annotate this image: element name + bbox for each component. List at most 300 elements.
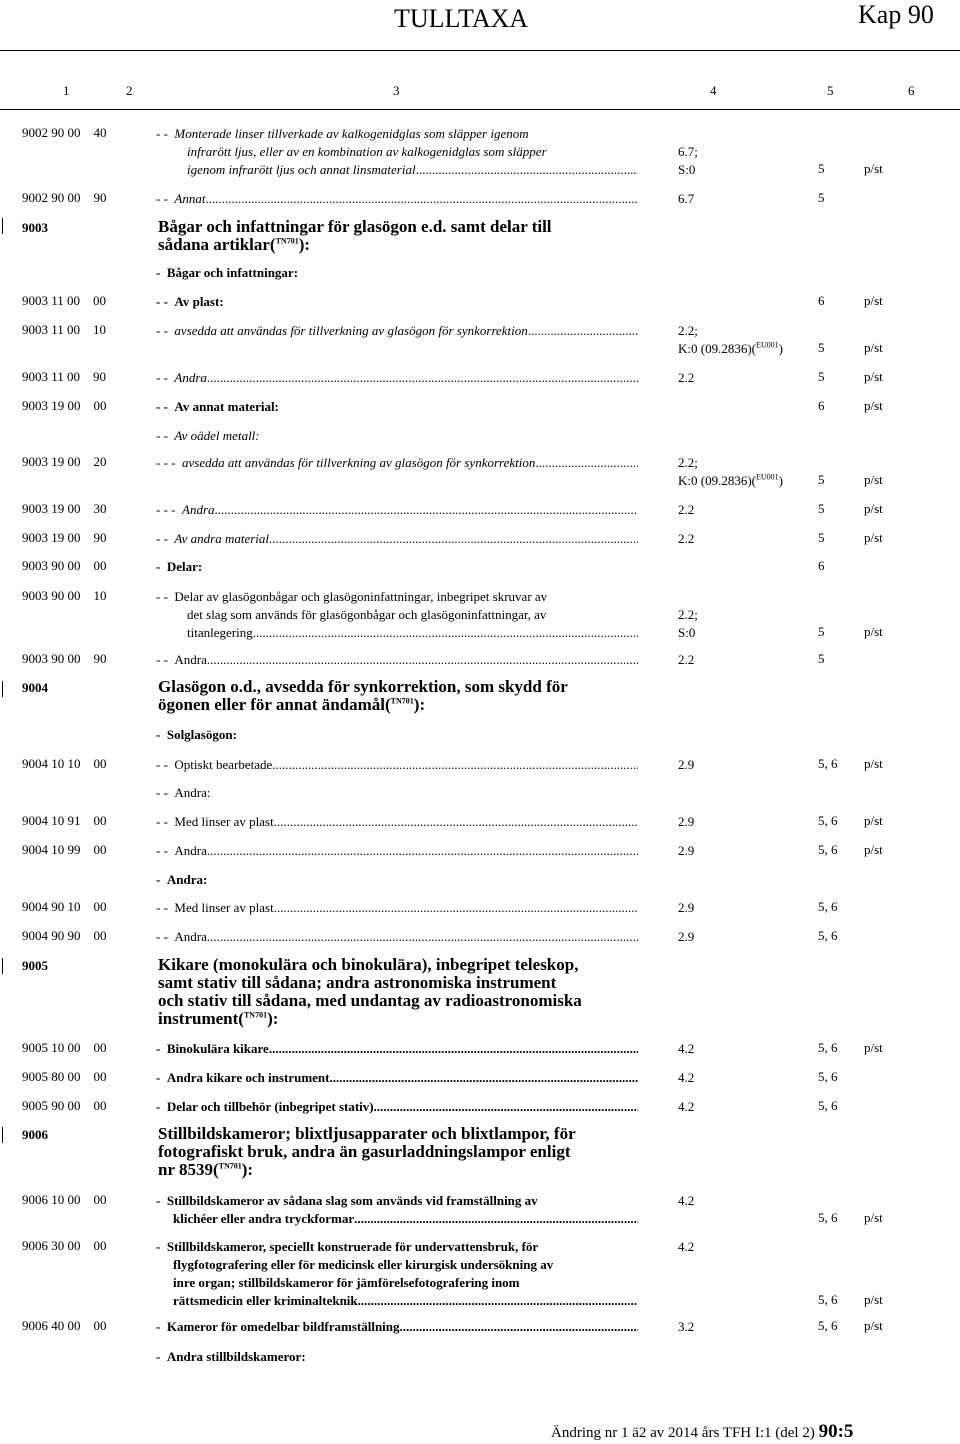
duty-reference-line: 4.2 (678, 1193, 695, 1208)
tariff-code: 9004 90 90 00 (22, 928, 107, 943)
dot-leader (528, 322, 638, 340)
duty-reference-line: 2.2; (678, 455, 698, 470)
description-text: - - Optiskt bearbetade (156, 757, 273, 772)
duty-reference-line: 4.2 (678, 1099, 695, 1114)
tariff-code: 9003 19 00 90 (22, 530, 107, 545)
footnote-ref: TN701 (390, 696, 414, 706)
change-marker (2, 1127, 3, 1143)
duty-reference-line: 2.2 (678, 502, 695, 517)
description-text (156, 1292, 358, 1310)
tariff-code: 9004 10 91 00 (22, 813, 107, 828)
duty-reference-line: 2.9 (678, 843, 695, 858)
description-text: - - Andra (156, 843, 207, 858)
tariff-code: 9003 19 00 20 (22, 454, 107, 469)
description-text-content: Andra (174, 929, 207, 944)
tariff-code: 9005 80 00 00 (22, 1069, 107, 1084)
description-line (156, 558, 638, 576)
description-text: - Solglasögon: (156, 727, 237, 742)
dot-leader (207, 651, 638, 669)
description (156, 427, 638, 445)
description (156, 1238, 638, 1310)
description-line (156, 1292, 638, 1310)
tariff-code: 9003 90 00 10 (22, 588, 107, 603)
description-text: - - Med linser av plast (156, 814, 274, 829)
description (156, 726, 638, 744)
duty-reference (678, 1192, 694, 1210)
unit-code: 5, 6 (818, 899, 838, 914)
description-text-content: Binokulära kikare (166, 1041, 269, 1056)
description (156, 369, 638, 387)
description (156, 784, 638, 802)
column-number-6: 6 (908, 83, 915, 98)
footnote-ref: EU001 (756, 472, 779, 482)
description-line (156, 1348, 638, 1366)
unit: p/st (864, 1292, 883, 1307)
unit: p/st (864, 161, 883, 176)
description-text-content: Med linser av plast (174, 814, 274, 829)
tariff-code: 9006 30 00 00 (22, 1238, 107, 1253)
duty-reference (678, 1069, 694, 1087)
description-text (156, 1256, 553, 1274)
description-text-content: Med linser av plast (174, 900, 274, 915)
unit: p/st (864, 756, 883, 771)
description-line (156, 322, 638, 340)
description-text: - - Andra (156, 652, 207, 667)
dot-leader (274, 813, 638, 831)
description-line (156, 1192, 638, 1210)
description-line (156, 1069, 638, 1087)
heading-line: Kikare (monokulära och binokulära), inbegripet teleskop, (158, 955, 579, 974)
tariff-code: 9003 11 00 90 (22, 369, 107, 384)
description-text (156, 606, 546, 624)
description-line (156, 899, 638, 917)
description-text-content: det slag som används för glasögonbågar och glasögoninfattningar, av (187, 607, 547, 622)
description (156, 1069, 638, 1087)
dot-leader (358, 1292, 638, 1310)
unit: p/st (864, 530, 883, 545)
unit: p/st (864, 1210, 883, 1225)
description-line (156, 161, 638, 179)
dot-leader (215, 501, 639, 519)
dot-leader (207, 928, 638, 946)
description-line (156, 1318, 638, 1336)
unit-code: 5, 6 (818, 1292, 838, 1307)
description-line (156, 756, 638, 774)
description-text-content: Andra kikare och instrument (166, 1070, 330, 1085)
description-text-content: Andra (174, 370, 207, 385)
heading-text (158, 678, 568, 714)
unit-code: 5, 6 (818, 1069, 838, 1084)
column-number-5: 5 (827, 83, 834, 98)
tariff-code: 9003 19 00 00 (22, 398, 107, 413)
unit: p/st (864, 501, 883, 516)
footnote-ref: TN701 (275, 236, 299, 246)
duty-reference (678, 899, 694, 917)
description-line (156, 398, 638, 416)
description-text-content: Delar och tillbehör (inbegripet stativ) (166, 1099, 374, 1114)
unit-code: 5, 6 (818, 813, 838, 828)
unit-code: 6 (818, 558, 825, 573)
description-line (156, 726, 638, 744)
duty-reference-line: 2.9 (678, 900, 695, 915)
heading-line: samt stativ till sådana; andra astronomiska instrument (158, 973, 557, 992)
heading-line: Bågar och infattningar för glasögon e.d. samt delar till (158, 217, 552, 236)
description-text-content: igenom infrarött ljus och annat linsmaterial (187, 162, 416, 177)
unit-code: 5 (818, 190, 825, 205)
description-text: - - Av plast: (156, 294, 224, 309)
unit-code: 5, 6 (818, 842, 838, 857)
description-line (156, 143, 638, 161)
unit-code: 5 (818, 530, 825, 545)
dot-leader (400, 1318, 638, 1336)
heading-line: sådana artiklar($^{TN701}$): (158, 235, 311, 254)
description-text: - Andra: (156, 872, 208, 887)
duty-reference (678, 756, 694, 774)
description (156, 398, 638, 416)
description-text (156, 161, 416, 179)
description (156, 558, 638, 576)
duty-reference (678, 1098, 694, 1116)
unit: p/st (864, 293, 883, 308)
change-marker (2, 218, 3, 234)
duty-reference-line: 2.2; (678, 607, 698, 622)
heading-line: nr 8539($^{TN701}$): (158, 1160, 254, 1179)
duty-reference-line: 2.2; (678, 323, 698, 338)
description (156, 842, 638, 860)
footer (551, 1421, 853, 1443)
description-text-content: Kameror för omedelbar bildframställning (166, 1319, 400, 1334)
duty-reference (678, 813, 694, 831)
description-text-content: titanlegering (187, 625, 253, 640)
description-text: - Stillbildskameror, speciellt konstruerade för undervattensbruk, för (156, 1239, 539, 1254)
duty-reference (678, 190, 694, 208)
description-line (156, 651, 638, 669)
unit: p/st (864, 624, 883, 639)
duty-reference-line: 2.9 (678, 757, 695, 772)
description-text: - - Andra: (156, 785, 211, 800)
duty-reference (678, 928, 694, 946)
tariff-code: 9003 11 00 00 (22, 293, 107, 308)
description-text (156, 1210, 354, 1228)
description (156, 588, 638, 642)
description (156, 756, 638, 774)
description-line (156, 1098, 638, 1116)
header-rule-bottom (0, 109, 960, 110)
description-text-content: flygfotografering eller för medicinsk eller kirurgisk undersökning av (173, 1257, 554, 1272)
description-text-content: avsedda att användas för tillverkning av glasögon för synkorrektion (174, 323, 528, 338)
description-text-content: inre organ; stillbildskameror för jämförelsefotografering inom (173, 1275, 520, 1290)
duty-reference (678, 1040, 694, 1058)
description-text: - - Delar av glasögonbågar och glasögoninfattningar, inbegripet skruvar av (156, 589, 548, 604)
description-text-content: Andra (182, 502, 215, 517)
heading-text (158, 1125, 576, 1179)
duty-reference (678, 530, 694, 548)
duty-reference-line: 2.2 (678, 370, 695, 385)
description-text: - Andra stillbildskameror: (156, 1349, 306, 1364)
duty-reference-line: 4.2 (678, 1070, 695, 1085)
description (156, 1348, 638, 1366)
dot-leader (374, 1098, 638, 1116)
unit-code: 5 (818, 369, 825, 384)
description-text: - Andra kikare och instrument (156, 1070, 330, 1085)
unit-code: 5, 6 (818, 1098, 838, 1113)
duty-reference-line: 6.7 (678, 191, 695, 206)
dot-leader (253, 624, 638, 642)
change-marker (2, 681, 3, 697)
tariff-code: 9003 11 00 10 (22, 322, 107, 337)
description-text: - - avsedda att användas för tillverkning av glasögon för synkorrektion (156, 323, 528, 338)
unit-code: 5, 6 (818, 756, 838, 771)
duty-reference-line: 2.9 (678, 929, 695, 944)
description (156, 1040, 638, 1058)
description-text-content: Optiskt bearbetade (174, 757, 273, 772)
duty-reference-line: K:0 (09.2836)($^{EU001}$) (678, 472, 784, 488)
unit-code: 5 (818, 651, 825, 666)
unit-code: 5, 6 (818, 928, 838, 943)
description-text-content: Stillbildskameror, speciellt konstruerade för undervattensbruk, för (166, 1239, 539, 1254)
description (156, 1318, 638, 1336)
heading-code: 9004 (22, 680, 48, 695)
description-text: - Delar och tillbehör (inbegripet stativ) (156, 1099, 374, 1114)
heading-code: 9005 (22, 958, 48, 973)
description-text: - Kameror för omedelbar bildframställning (156, 1319, 400, 1334)
unit: p/st (864, 813, 883, 828)
page-number: 90:5 (818, 1421, 854, 1442)
unit-code: 5, 6 (818, 1318, 838, 1333)
unit: p/st (864, 1040, 883, 1055)
unit-code: 5 (818, 340, 825, 355)
description-text: - - Andra (156, 370, 207, 385)
duty-reference-line: 4.2 (678, 1239, 695, 1254)
description-text: - Delar: (156, 559, 203, 574)
duty-reference-line: 2.2 (678, 531, 695, 546)
description-line (156, 784, 638, 802)
unit-code: 5 (818, 472, 825, 487)
description-line (156, 125, 638, 143)
tariff-code: 9003 19 00 30 (22, 501, 107, 516)
description-line (156, 606, 638, 624)
duty-reference-line: 4.2 (678, 1041, 695, 1056)
duty-reference-line: 6.7; (678, 144, 698, 159)
description-text-content: Andra (174, 652, 207, 667)
tariff-code: 9004 90 10 00 (22, 899, 107, 914)
document-title: TULLTAXA (394, 4, 529, 33)
heading-line: Glasögon o.d., avsedda för synkorrektion, som skydd för (158, 677, 568, 696)
description-text-content: Av annat material: (174, 399, 279, 414)
description-text-content: Av oädel metall: (174, 428, 260, 443)
description (156, 871, 638, 889)
duty-reference-line: S:0 (678, 162, 696, 177)
unit-code: 6 (818, 293, 825, 308)
description-line (156, 454, 638, 472)
description (156, 293, 638, 311)
tariff-code: 9006 10 00 00 (22, 1192, 107, 1207)
description-text-content: infrarött ljus, eller av en kombination av kalkogenidglas som släpper (187, 144, 547, 159)
dot-leader (207, 842, 638, 860)
tariff-code: 9006 40 00 00 (22, 1318, 107, 1333)
description-text-content: Andra (174, 843, 207, 858)
description (156, 813, 638, 831)
description-text: - - Av oädel metall: (156, 428, 260, 443)
tariff-code: 9003 90 00 00 (22, 558, 107, 573)
description (156, 899, 638, 917)
description-text-content: Andra stillbildskameror: (166, 1349, 306, 1364)
description-text-content: Delar av glasögonbågar och glasögoninfattningar, inbegripet skruvar av (174, 589, 548, 604)
description-line (156, 190, 638, 208)
heading-line: instrument($^{TN701}$): (158, 1009, 279, 1028)
dot-leader (272, 756, 638, 774)
heading-line: fotografiskt bruk, andra än gasurladdningslampor enligt (158, 1142, 571, 1161)
unit-code: 5 (818, 501, 825, 516)
description-line (156, 501, 638, 519)
description-line (156, 1274, 638, 1292)
description (156, 651, 638, 669)
description-text: - Binokulära kikare (156, 1041, 269, 1056)
description-text-content: Av plast: (174, 294, 224, 309)
duty-reference (678, 454, 783, 490)
dot-leader (207, 369, 638, 387)
duty-reference-line: 3.2 (678, 1319, 695, 1334)
description-text-content: Annat (174, 191, 206, 206)
tariff-code: 9002 90 00 90 (22, 190, 107, 205)
description (156, 322, 638, 340)
description-line (156, 369, 638, 387)
description (156, 125, 638, 179)
description-text-content: Stillbildskameror av sådana slag som används vid framställning av (166, 1193, 538, 1208)
duty-reference-line: 2.9 (678, 814, 695, 829)
duty-reference (678, 1318, 694, 1336)
description-text (156, 624, 253, 642)
description-line (156, 1040, 638, 1058)
column-number-4: 4 (710, 83, 717, 98)
tariff-code: 9004 10 99 00 (22, 842, 107, 857)
description-line (156, 1210, 638, 1228)
description-text (156, 1274, 520, 1292)
unit: p/st (864, 340, 883, 355)
description-text: - - - Andra (156, 502, 215, 517)
description-text-content: klichéer eller andra tryckformar (173, 1211, 355, 1226)
description-line (156, 842, 638, 860)
description-text (156, 143, 547, 161)
tariff-code: 9005 90 00 00 (22, 1098, 107, 1113)
dot-leader (274, 899, 638, 917)
duty-reference (678, 501, 694, 519)
description-line (156, 1238, 638, 1256)
description-text: - - Av annat material: (156, 399, 279, 414)
footer-text: Ändring nr 1 ä2 av 2014 års TFH I:1 (del 2) (551, 1425, 815, 1441)
duty-reference (678, 1238, 694, 1256)
duty-reference (678, 369, 694, 387)
dot-leader (416, 161, 638, 179)
description-text-content: avsedda att användas för tillverkning av glasögon för synkorrektion (182, 455, 536, 470)
description (156, 928, 638, 946)
description-text: - - Med linser av plast (156, 900, 274, 915)
dot-leader (205, 190, 638, 208)
description (156, 530, 638, 548)
description-line (156, 530, 638, 548)
description-text: - - - avsedda att användas för tillverkning av glasögon för synkorrektion (156, 455, 536, 470)
unit-code: 5 (818, 161, 825, 176)
column-number-2: 2 (126, 83, 133, 98)
description-text: - - Andra (156, 929, 207, 944)
dot-leader (535, 454, 638, 472)
footnote-ref: TN701 (218, 1161, 242, 1171)
heading-line: ögonen eller för annat ändamål($^{TN701}$): (158, 695, 426, 714)
description-text: - Stillbildskameror av sådana slag som används vid framställning av (156, 1193, 538, 1208)
heading-text (158, 956, 582, 1028)
description-text: - - Monterade linser tillverkade av kalkogenidglas som släpper igenom (156, 126, 529, 141)
description-text-content: rättsmedicin eller kriminalteknik (173, 1293, 358, 1308)
duty-reference-line: K:0 (09.2836)($^{EU001}$) (678, 340, 784, 356)
dot-leader (269, 530, 638, 548)
description-text: - - Annat (156, 191, 206, 206)
unit: p/st (864, 398, 883, 413)
duty-reference-line: S:0 (678, 625, 696, 640)
unit-code: 5, 6 (818, 1210, 838, 1225)
change-marker (2, 958, 3, 974)
duty-reference (678, 842, 694, 860)
duty-reference (678, 322, 783, 358)
tariff-code: 9005 10 00 00 (22, 1040, 107, 1055)
unit: p/st (864, 842, 883, 857)
column-number-3: 3 (393, 83, 400, 98)
description-text: - - Av andra material (156, 531, 270, 546)
description-text-content: Andra: (174, 785, 211, 800)
column-number-1: 1 (63, 83, 70, 98)
description-line (156, 928, 638, 946)
heading-line: Stillbildskameror; blixtljusapparater och blixtlampor, för (158, 1124, 576, 1143)
dot-leader (269, 1040, 638, 1058)
footnote-ref: EU001 (756, 340, 779, 350)
description-text-content: Solglasögon: (166, 727, 237, 742)
description-line (156, 427, 638, 445)
dot-leader (329, 1069, 638, 1087)
tariff-code: 9002 90 00 40 (22, 125, 107, 140)
unit-code: 6 (818, 398, 825, 413)
description-text-content: Andra: (166, 872, 208, 887)
description-line (156, 813, 638, 831)
duty-reference-line: 2.2 (678, 652, 695, 667)
header-rule-top (0, 50, 960, 51)
description-text-content: Monterade linser tillverkade av kalkogenidglas som släpper igenom (174, 126, 529, 141)
heading-code: 9006 (22, 1127, 48, 1142)
description (156, 501, 638, 519)
description-text-content: Delar: (166, 559, 203, 574)
description (156, 454, 638, 472)
description (156, 1192, 638, 1228)
unit-code: 5 (818, 624, 825, 639)
unit-code: 5, 6 (818, 1040, 838, 1055)
dot-leader (354, 1210, 638, 1228)
heading-code: 9003 (22, 220, 48, 235)
footnote-ref: TN701 (243, 1010, 268, 1020)
heading-text (158, 218, 552, 254)
description-line (156, 588, 638, 606)
heading-line: och stativ till sådana, med undantag av radioastronomiska (158, 991, 582, 1010)
description-line (156, 1256, 638, 1274)
description (156, 190, 638, 208)
tariff-code: 9003 90 00 90 (22, 651, 107, 666)
description-line (156, 871, 638, 889)
duty-reference (678, 143, 698, 179)
duty-reference (678, 606, 698, 642)
chapter-label: Kap 90 (858, 0, 934, 29)
description-text-content: Av andra material (174, 531, 270, 546)
tariff-code: 9004 10 10 00 (22, 756, 107, 771)
subheading-text: - Bågar och infattningar: (156, 265, 299, 280)
duty-reference (678, 651, 694, 669)
description (156, 1098, 638, 1116)
